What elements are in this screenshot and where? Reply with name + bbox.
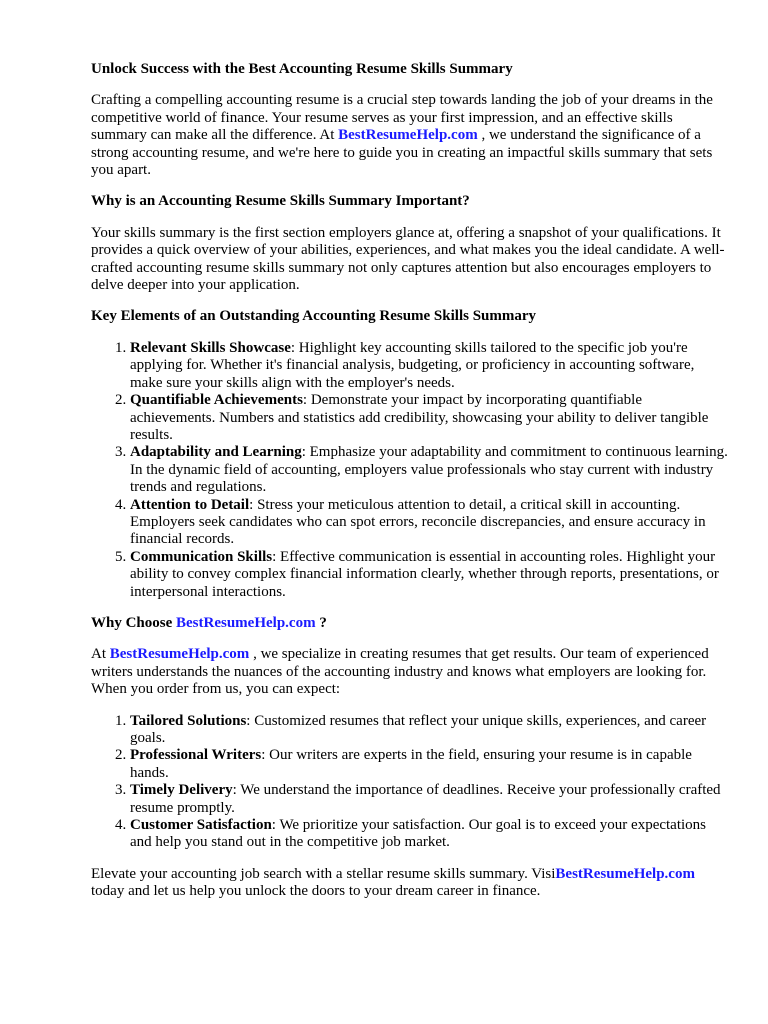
list-item-text: : Our writers are experts in the field, ensuring your resume is in capable hands. [130,747,692,781]
list-item-term: Professional Writers [130,747,262,764]
why-choose-text-before: At [91,646,110,663]
why-choose-heading-link[interactable]: BestResumeHelp.com [176,614,316,631]
section-heading-key-elements: Key Elements of an Outstanding Accounting Resume Skills Summary [91,308,537,325]
why-choose-heading-before: Why Choose [91,614,177,631]
why-choose-site-link[interactable]: BestResumeHelp.com [109,646,250,663]
list-item [130,497,728,549]
key-elements-list [91,340,728,601]
list-item-term: Quantifiable Achievements [130,392,303,409]
why-choose-paragraph [91,646,728,698]
list-item-term: Timely Delivery [130,782,233,799]
intro-site-link[interactable]: BestResumeHelp.com [338,127,478,144]
closing-text-before: Elevate your accounting job search with a stellar resume skills summary. Visi [91,865,556,882]
list-item [130,444,728,496]
intro-paragraph [91,92,728,179]
closing-paragraph [91,866,728,901]
list-item-text: : Demonstrate your impact by incorporating quantifiable achievements. Numbers and statistics add credibility, showcasing your ability to deliver tangible results. [130,392,709,443]
list-item [130,392,728,444]
page-title: Unlock Success with the Best Accounting Resume Skills Summary [91,61,513,77]
importance-paragraph: Your skills summary is the first section employers glance at, offering a snapshot of your qualifications. It provides a quick overview of your abilities, experiences, and what makes you the ideal candidate. A well-crafted accounting resume skills summary not only captures attention but also encourages employers to delve deeper into your application. [91,224,725,294]
list-item-text: : Stress your meticulous attention to detail, a critical skill in accounting. Employers seek candidates who can spot errors, reconcile discrepancies, and ensure accuracy in financial records. [130,496,706,548]
intro-text-after: , we understand the significance of a strong accounting resume, and we're here to guide you in creating an impactful skills summary that sets you apart. [91,127,713,179]
list-item [130,782,728,817]
intro-text-before: Crafting a compelling accounting resume is a crucial step towards landing the job of your dreams in the competitive world of finance. Your resume serves as your first impression, and an effective skills summary can make all the difference. At [91,92,713,144]
closing-text-after: today and let us help you unlock the doors to your dream career in finance. [91,883,541,900]
list-item-text: : Emphasize your adaptability and commitment to continuous learning. In the dynamic field of accounting, employers value professionals who stay current with industry trends and regulations. [130,444,728,496]
list-item [130,713,728,748]
list-item [130,340,728,392]
list-item-text: : Customized resumes that reflect your unique skills, experiences, and career goals. [130,712,707,746]
list-item-term: Attention to Detail [130,496,250,513]
list-item-term: Communication Skills [130,548,273,565]
section-heading-why-choose [91,615,728,632]
list-item-text: : Effective communication is essential in accounting roles. Highlight your ability to convey complex financial information clearly, whether through reports, presentations, or interpersonal interactions. [130,548,719,600]
why-choose-text-after: , we specialize in creating resumes that get results. Our team of experienced writers understands the nuances of the accounting industry and knows what employers are looking for. When you order from us, you can expect: [91,646,709,698]
benefits-list [91,713,728,852]
list-item-text: : We prioritize your satisfaction. Our goal is to exceed your expectations and help you stand out in the competitive job market. [130,817,707,851]
spacer [91,699,728,713]
list-item-text: : Highlight key accounting skills tailored to the specific job you're applying for. Whether it's financial analysis, budgeting, or proficiency in accounting software, make sure your skills align with the employer's needs. [130,339,695,391]
spacer [91,852,728,866]
list-item [130,549,728,601]
list-item [130,747,728,782]
section-heading-importance: Why is an Accounting Resume Skills Summary Important? [91,193,470,210]
list-item-term: Relevant Skills Showcase [130,339,291,356]
closing-site-link[interactable]: BestResumeHelp.com [555,865,695,882]
list-item-term: Customer Satisfaction [130,817,272,834]
list-item-term: Tailored Solutions [130,712,247,729]
why-choose-heading-after: ? [315,614,327,631]
list-item-term: Adaptability and Learning [130,444,302,461]
list-item [130,817,728,852]
list-item-text: : We understand the importance of deadlines. Receive your professionally crafted resume promptly. [130,782,721,816]
